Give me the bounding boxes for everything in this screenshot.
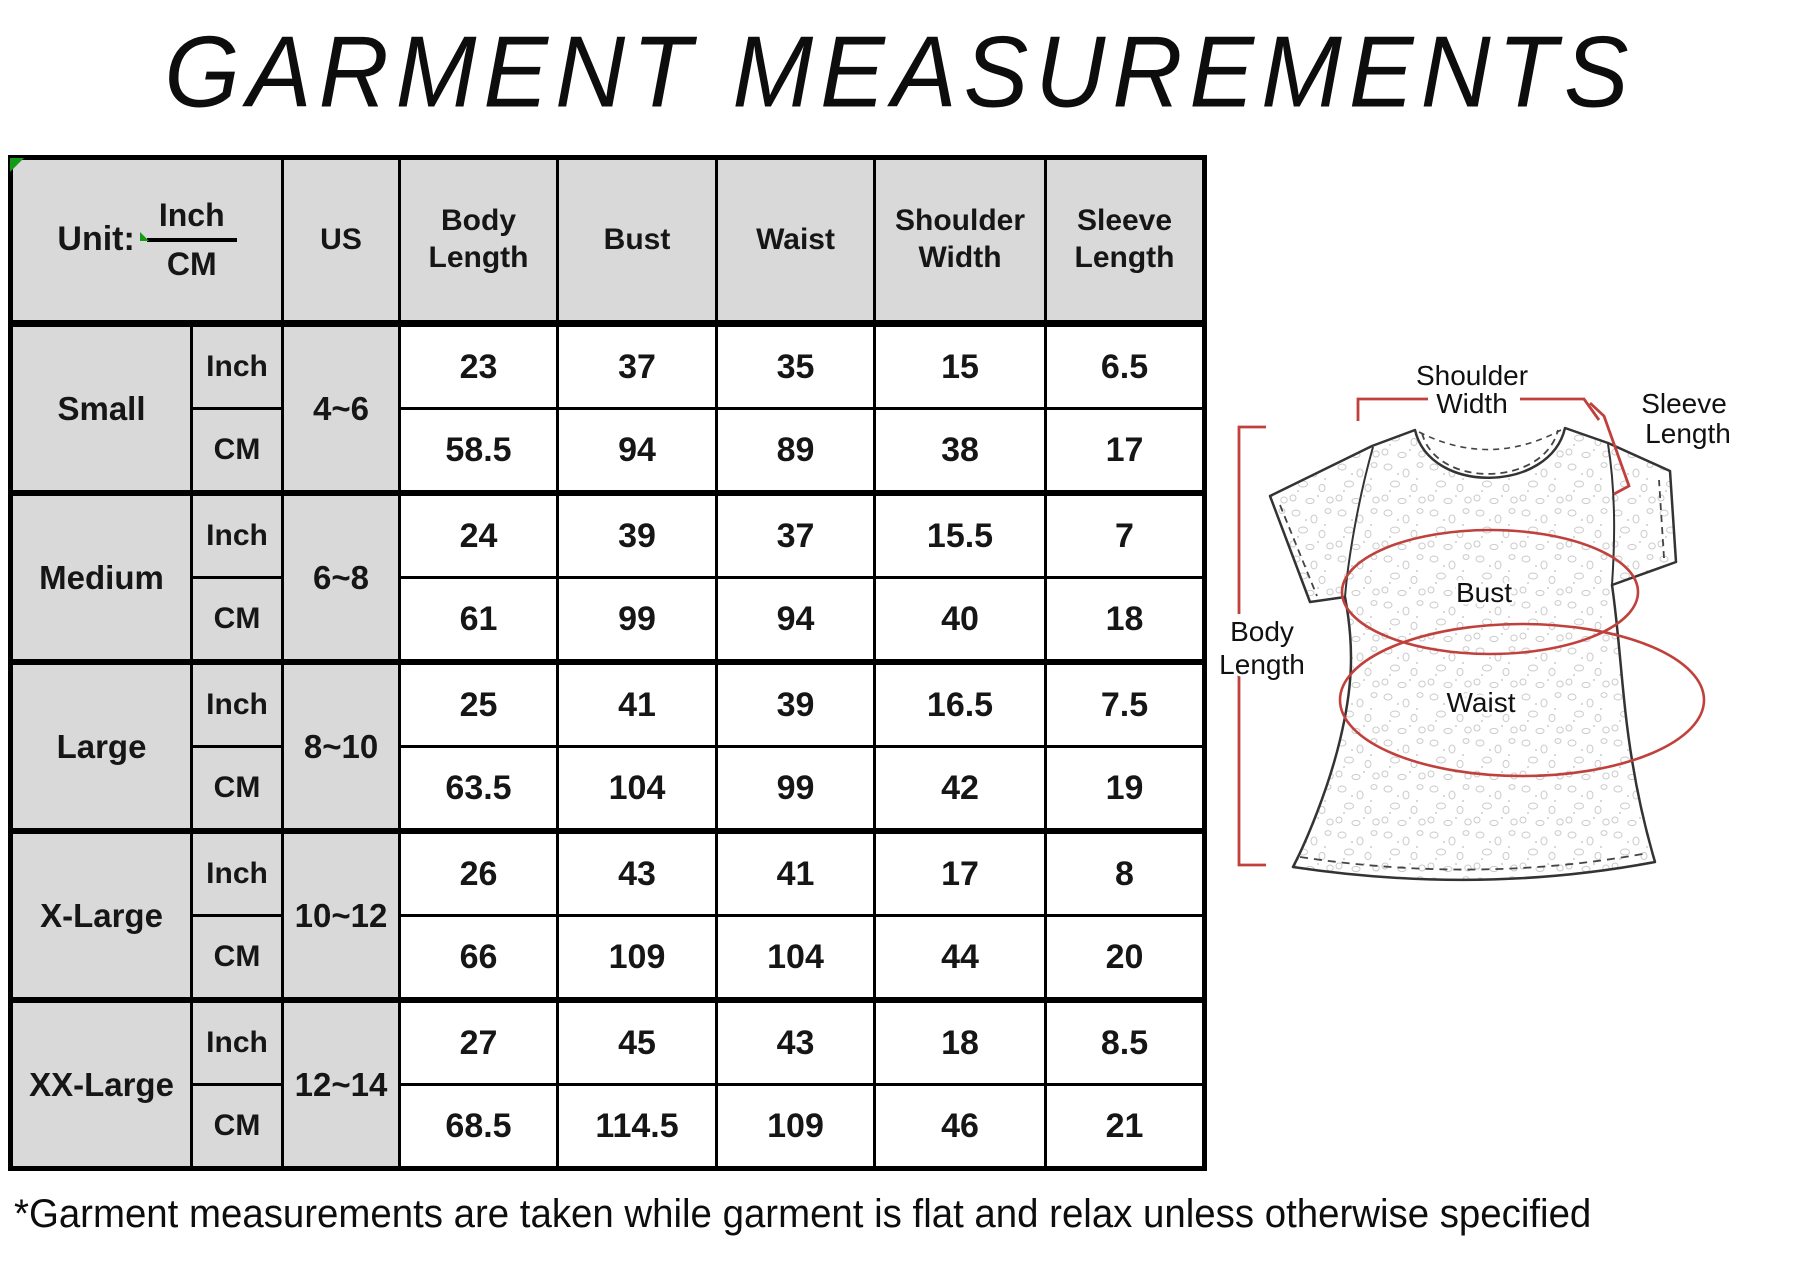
value-cell: 35 [717, 324, 875, 409]
value-cell: 41 [717, 831, 875, 916]
value-cell: 38 [875, 409, 1046, 494]
page-title: GARMENT MEASUREMENTS [164, 15, 1636, 129]
size-label: Medium [11, 493, 192, 662]
value-cell: 18 [875, 1000, 1046, 1085]
header-waist: Waist [717, 158, 875, 324]
value-cell: 25 [400, 662, 558, 747]
value-cell: 27 [400, 1000, 558, 1085]
unit-cell: Inch [192, 662, 283, 747]
value-cell: 15 [875, 324, 1046, 409]
value-cell: 66 [400, 916, 558, 1001]
us-size-cell: 12~14 [283, 1000, 400, 1169]
value-cell: 61 [400, 578, 558, 663]
sleeve-length-label-line1: Sleeve [1641, 388, 1727, 419]
shoulder-bracket-right [1520, 399, 1599, 420]
unit-cm-label: CM [166, 246, 217, 282]
value-cell: 6.5 [1046, 324, 1205, 409]
unit-cell: Inch [192, 831, 283, 916]
value-cell: 58.5 [400, 409, 558, 494]
value-cell: 104 [558, 747, 717, 832]
value-cell: 24 [400, 493, 558, 578]
shoulder-width-label-line2: Width [1436, 388, 1508, 419]
header-body-length: Body Length [400, 158, 558, 324]
value-cell: 99 [717, 747, 875, 832]
header-sleeve-length: Sleeve Length [1046, 158, 1205, 324]
value-cell: 43 [717, 1000, 875, 1085]
value-cell: 43 [558, 831, 717, 916]
bust-label: Bust [1455, 577, 1513, 608]
header-shoulder-width: Shoulder Width [875, 158, 1046, 324]
header-bust: Bust [558, 158, 717, 324]
value-cell: 68.5 [400, 1085, 558, 1169]
unit-cell: CM [192, 578, 283, 663]
unit-cell: CM [192, 409, 283, 494]
size-label: X-Large [11, 831, 192, 1000]
us-size-cell: 8~10 [283, 662, 400, 831]
header-us: US [283, 158, 400, 324]
row-large-inch [11, 662, 1205, 747]
unit-label: Unit: [57, 220, 135, 259]
value-cell: 37 [717, 493, 875, 578]
value-cell: 94 [717, 578, 875, 663]
value-cell: 94 [558, 409, 717, 494]
measurements-table [8, 155, 1207, 1171]
unit-cell: CM [192, 747, 283, 832]
value-cell: 39 [717, 662, 875, 747]
value-cell: 18 [1046, 578, 1205, 663]
value-cell: 8 [1046, 831, 1205, 916]
value-cell: 17 [1046, 409, 1205, 494]
value-cell: 42 [875, 747, 1046, 832]
row-medium-inch [11, 493, 1205, 578]
green-indicator-icon [140, 232, 149, 241]
value-cell: 104 [717, 916, 875, 1001]
us-size-cell: 4~6 [283, 324, 400, 494]
value-cell: 20 [1046, 916, 1205, 1001]
row-xxlarge-inch [11, 1000, 1205, 1085]
row-xlarge-inch [11, 831, 1205, 916]
value-cell: 8.5 [1046, 1000, 1205, 1085]
value-cell: 7 [1046, 493, 1205, 578]
value-cell: 19 [1046, 747, 1205, 832]
waist-label: Waist [1446, 687, 1516, 718]
value-cell: 63.5 [400, 747, 558, 832]
unit-cell: CM [192, 916, 283, 1001]
value-cell: 21 [1046, 1085, 1205, 1169]
value-cell: 40 [875, 578, 1046, 663]
value-cell: 17 [875, 831, 1046, 916]
size-label: Small [11, 324, 192, 494]
size-label: XX-Large [11, 1000, 192, 1169]
shoulder-width-label-line1: Shoulder [1415, 360, 1529, 391]
unit-cell: CM [192, 1085, 283, 1169]
row-small-inch [11, 324, 1205, 409]
header-row [11, 158, 1205, 324]
value-cell: 41 [558, 662, 717, 747]
value-cell: 23 [400, 324, 558, 409]
value-cell: 99 [558, 578, 717, 663]
unit-fraction [147, 196, 237, 284]
value-cell: 7.5 [1046, 662, 1205, 747]
unit-cell: Inch [192, 1000, 283, 1085]
value-cell: 109 [558, 916, 717, 1001]
value-cell: 45 [558, 1000, 717, 1085]
value-cell: 26 [400, 831, 558, 916]
footnote: *Garment measurements are taken while garment is flat and relax unless otherwise specified [14, 1192, 1592, 1236]
value-cell: 39 [558, 493, 717, 578]
value-cell: 89 [717, 409, 875, 494]
us-size-cell: 10~12 [283, 831, 400, 1000]
value-cell: 16.5 [875, 662, 1046, 747]
sleeve-length-label-line2: Length [1645, 418, 1731, 449]
shoulder-bracket-left [1358, 399, 1428, 421]
unit-cell: Inch [192, 493, 283, 578]
tshirt-measurement-diagram [1190, 340, 1800, 920]
body-length-label-line2: Length [1219, 649, 1305, 680]
value-cell: 15.5 [875, 493, 1046, 578]
body-length-label-line1: Body [1230, 616, 1294, 647]
green-corner-indicator-icon [10, 158, 24, 172]
value-cell: 114.5 [558, 1085, 717, 1169]
value-cell: 109 [717, 1085, 875, 1169]
value-cell: 46 [875, 1085, 1046, 1169]
size-label: Large [11, 662, 192, 831]
unit-header-cell [11, 158, 283, 324]
us-size-cell: 6~8 [283, 493, 400, 662]
unit-cell: Inch [192, 324, 283, 409]
value-cell: 44 [875, 916, 1046, 1001]
value-cell: 37 [558, 324, 717, 409]
unit-inch-label: Inch [147, 196, 237, 242]
